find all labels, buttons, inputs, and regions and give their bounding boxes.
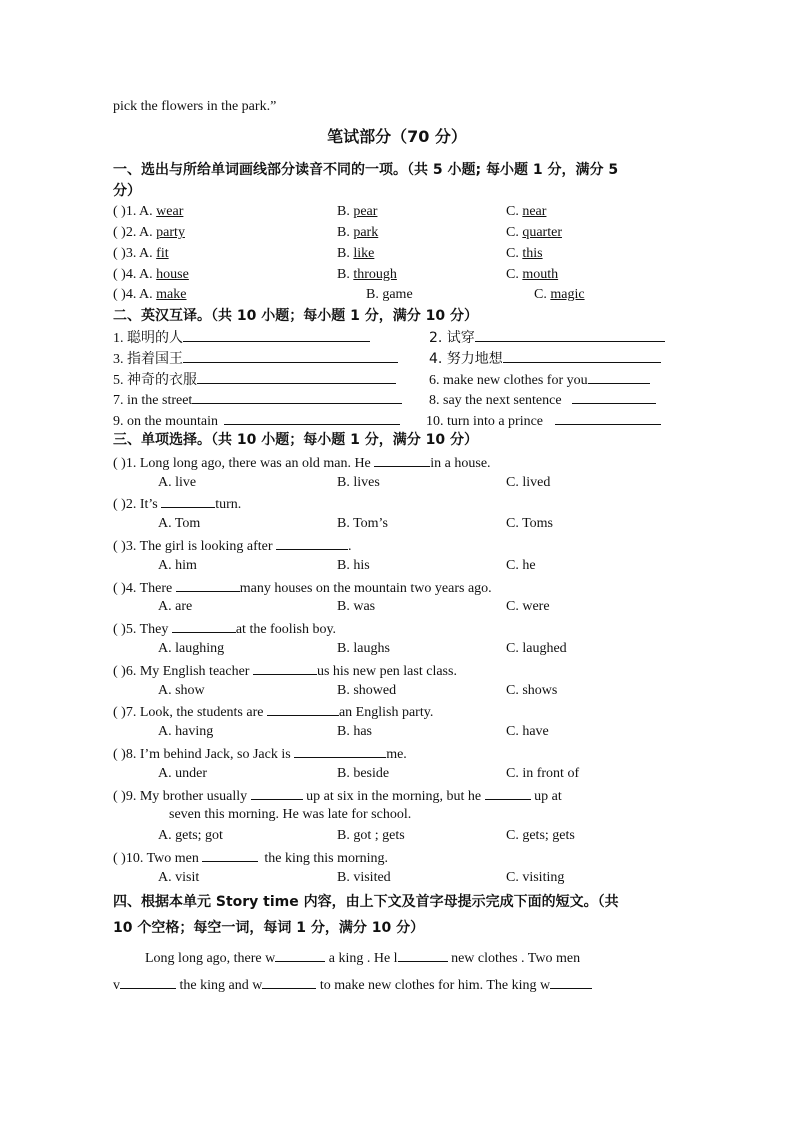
option-c[interactable]: C. Toms bbox=[506, 516, 553, 531]
question-number: ( )2. A. bbox=[113, 225, 157, 240]
s1-row-1-c bbox=[506, 203, 546, 221]
question-text: in a house. bbox=[430, 456, 491, 471]
question-text: many houses on the mountain two years ago. bbox=[239, 581, 492, 596]
mc-question-2 bbox=[113, 494, 241, 514]
item-text: 3. 指着国王 bbox=[113, 352, 183, 367]
option-label: B. bbox=[337, 204, 354, 219]
section2-heading: 二、英汉互译。（共 10 小题；每小题 1 分，满分 10 分） bbox=[113, 308, 478, 324]
option-c[interactable]: C. laughed bbox=[506, 641, 567, 656]
option-a[interactable]: A. live bbox=[158, 475, 197, 490]
answer-blank[interactable] bbox=[192, 390, 402, 404]
answer-blank[interactable] bbox=[161, 494, 215, 508]
option-b[interactable]: B. beside bbox=[337, 766, 390, 781]
option-b[interactable]: B. laughs bbox=[337, 641, 390, 656]
s1-row-4-c bbox=[506, 266, 558, 284]
translation-item-9 bbox=[113, 411, 400, 431]
s1-row-3 bbox=[113, 245, 169, 263]
translation-item-8 bbox=[429, 390, 656, 410]
answer-blank[interactable] bbox=[588, 370, 650, 384]
answer-blank[interactable] bbox=[183, 328, 370, 342]
question-text: at the foolish boy. bbox=[235, 622, 337, 637]
question-number: ( )3. A. bbox=[113, 246, 157, 261]
mc-question-3 bbox=[113, 536, 352, 556]
answer-blank[interactable] bbox=[262, 975, 316, 989]
s1-row-3-b bbox=[337, 245, 374, 263]
option-a: wear bbox=[156, 204, 184, 219]
mc-question-9-cont: seven this morning. He was late for school. bbox=[169, 807, 412, 822]
option-c[interactable]: C. he bbox=[506, 558, 536, 573]
option-a[interactable]: A. laughing bbox=[158, 641, 225, 656]
page-title: 笔试部分（70 分） bbox=[327, 127, 467, 146]
option-c[interactable]: C. gets; gets bbox=[506, 828, 575, 843]
s1-row-3-c bbox=[506, 245, 543, 263]
answer-blank[interactable] bbox=[550, 975, 592, 989]
question-number: ( )4. A. bbox=[113, 287, 157, 302]
option-b[interactable]: B. lives bbox=[337, 475, 380, 490]
translation-item-10 bbox=[426, 411, 661, 431]
answer-blank[interactable] bbox=[183, 349, 398, 363]
option-c: mouth bbox=[522, 267, 559, 282]
answer-blank[interactable] bbox=[475, 328, 665, 342]
question-text: ( )9. My brother usually bbox=[113, 789, 251, 804]
option-a: party bbox=[156, 225, 185, 240]
option-label: C. bbox=[506, 267, 523, 282]
section4-heading-cont: 10 个空格；每空一词，每词 1 分，满分 10 分） bbox=[113, 920, 425, 936]
answer-blank[interactable] bbox=[251, 786, 303, 800]
item-text: 4. 努力地想 bbox=[429, 351, 503, 367]
option-c[interactable]: C. shows bbox=[506, 683, 558, 698]
option-a[interactable]: A. under bbox=[158, 766, 207, 781]
answer-blank[interactable] bbox=[294, 744, 386, 758]
mc-question-4 bbox=[113, 578, 492, 598]
option-c: magic bbox=[550, 287, 585, 302]
question-number: ( )1. A. bbox=[113, 204, 157, 219]
s1-row-5-c bbox=[534, 286, 585, 304]
option-b: through bbox=[353, 267, 397, 282]
answer-blank[interactable] bbox=[197, 370, 396, 384]
option-b[interactable]: B. visited bbox=[337, 870, 391, 885]
option-b[interactable]: B. showed bbox=[337, 683, 397, 698]
option-c: quarter bbox=[522, 225, 562, 240]
s1-row-4 bbox=[113, 266, 189, 284]
question-text: ( )6. My English teacher bbox=[113, 664, 253, 679]
option-label: B. bbox=[337, 246, 354, 261]
option-b: park bbox=[353, 225, 379, 240]
answer-blank[interactable] bbox=[176, 578, 240, 592]
item-text: 7. in the street bbox=[113, 393, 193, 408]
answer-blank[interactable] bbox=[398, 948, 448, 962]
answer-blank[interactable] bbox=[485, 786, 531, 800]
option-c[interactable]: C. were bbox=[506, 599, 550, 614]
question-text: ( )3. The girl is looking after bbox=[113, 539, 277, 554]
question-text: ( )10. Two men bbox=[113, 851, 203, 866]
question-text: ( )5. They bbox=[113, 622, 172, 637]
mc-question-8 bbox=[113, 744, 407, 764]
answer-blank[interactable] bbox=[572, 390, 656, 404]
s1-row-5-b bbox=[366, 286, 413, 304]
answer-blank[interactable] bbox=[503, 349, 661, 363]
option-label: C. bbox=[506, 246, 523, 261]
s1-row-4-b bbox=[337, 266, 397, 284]
option-c[interactable]: C. have bbox=[506, 724, 549, 739]
s1-row-2 bbox=[113, 224, 185, 242]
option-label: B. bbox=[337, 267, 354, 282]
option-a[interactable]: A. are bbox=[158, 599, 193, 614]
item-text: 1. 聪明的人 bbox=[113, 331, 183, 346]
answer-blank[interactable] bbox=[202, 848, 258, 862]
option-label: B. bbox=[337, 225, 354, 240]
item-text: 5. 神奇的衣服 bbox=[113, 373, 197, 388]
passage-text: to make new clothes for him. The king w bbox=[316, 978, 551, 993]
answer-blank[interactable] bbox=[120, 975, 176, 989]
option-a: make bbox=[156, 287, 187, 302]
option-a[interactable]: A. visit bbox=[158, 870, 200, 885]
question-text: up at bbox=[530, 789, 562, 804]
question-text: . bbox=[348, 539, 352, 554]
mc-question-1 bbox=[113, 453, 491, 473]
option-c: this bbox=[522, 246, 543, 261]
question-text: us his new pen last class. bbox=[316, 664, 457, 679]
mc-question-9 bbox=[113, 786, 562, 806]
s1-row-1 bbox=[113, 203, 183, 221]
option-a[interactable]: A. him bbox=[158, 558, 197, 573]
answer-blank[interactable] bbox=[267, 702, 339, 716]
passage-text: Long long ago, there w bbox=[145, 951, 276, 966]
option-b[interactable]: B. has bbox=[337, 724, 372, 739]
question-text: an English party. bbox=[338, 705, 434, 720]
section3-heading: 三、单项选择。（共 10 小题；每小题 1 分，满分 10 分） bbox=[113, 432, 478, 448]
answer-blank[interactable] bbox=[172, 619, 236, 633]
passage-text: the king and w bbox=[176, 978, 263, 993]
option-a[interactable]: A. Tom bbox=[158, 516, 201, 531]
item-text: 9. on the mountain bbox=[113, 414, 218, 429]
item-text: 10. turn into a prince bbox=[426, 414, 544, 429]
mc-question-6 bbox=[113, 661, 457, 681]
passage-line-2 bbox=[113, 975, 592, 995]
passage-text: v bbox=[113, 978, 120, 993]
answer-blank[interactable] bbox=[374, 453, 430, 467]
question-text: ( )8. I’m behind Jack, so Jack is bbox=[113, 747, 295, 762]
passage-line-1 bbox=[145, 948, 580, 968]
option-b: game bbox=[382, 287, 413, 302]
option-a[interactable]: A. gets; got bbox=[158, 828, 223, 843]
question-number: ( )4. A. bbox=[113, 267, 157, 282]
question-text: up at six in the morning, but he bbox=[302, 789, 485, 804]
option-label: C. bbox=[506, 225, 523, 240]
section1-heading-cont: 分） bbox=[113, 183, 141, 199]
option-a: house bbox=[156, 267, 189, 282]
question-text: ( )7. Look, the students are bbox=[113, 705, 267, 720]
question-text: ( )4. There bbox=[113, 581, 176, 596]
option-c[interactable]: C. lived bbox=[506, 475, 551, 490]
section4-heading: 四、根据本单元 Story time 内容，由上下文及首字母提示完成下面的短文。（共 bbox=[113, 894, 619, 910]
option-a[interactable]: A. show bbox=[158, 683, 205, 698]
item-text: 2. 试穿 bbox=[429, 330, 475, 346]
option-c[interactable]: C. visiting bbox=[506, 870, 565, 885]
option-a[interactable]: A. having bbox=[158, 724, 214, 739]
mc-question-7 bbox=[113, 702, 433, 722]
option-b[interactable]: B. was bbox=[337, 599, 376, 614]
option-b: pear bbox=[353, 204, 378, 219]
s1-row-2-b bbox=[337, 224, 378, 242]
translation-item-3 bbox=[113, 349, 398, 369]
translation-item-5 bbox=[113, 370, 396, 390]
translation-item-6 bbox=[429, 370, 650, 390]
question-text: ( )1. Long long ago, there was an old man. He bbox=[113, 456, 375, 471]
answer-blank[interactable] bbox=[555, 411, 661, 425]
option-label: C. bbox=[534, 287, 551, 302]
option-b: like bbox=[353, 246, 375, 261]
option-label: C. bbox=[506, 204, 523, 219]
answer-blank[interactable] bbox=[276, 536, 348, 550]
mc-question-5 bbox=[113, 619, 336, 639]
passage-text: a king . He l bbox=[325, 951, 398, 966]
option-c: near bbox=[522, 204, 547, 219]
translation-item-7 bbox=[113, 390, 402, 410]
item-text: 6. make new clothes for you bbox=[429, 373, 588, 388]
mc-question-10 bbox=[113, 848, 388, 868]
answer-blank[interactable] bbox=[224, 411, 400, 425]
option-label: B. bbox=[366, 287, 383, 302]
intro-line: pick the flowers in the park.” bbox=[113, 99, 277, 114]
s1-row-2-c bbox=[506, 224, 562, 242]
option-b[interactable]: B. got ; gets bbox=[337, 828, 405, 843]
item-text: 8. say the next sentence bbox=[429, 393, 562, 408]
s1-row-1-b bbox=[337, 203, 377, 221]
translation-item-2 bbox=[429, 328, 665, 348]
answer-blank[interactable] bbox=[253, 661, 317, 675]
translation-item-1 bbox=[113, 328, 370, 348]
question-text: ( )2. It’s bbox=[113, 497, 162, 512]
option-b[interactable]: B. his bbox=[337, 558, 370, 573]
option-c[interactable]: C. in front of bbox=[506, 766, 580, 781]
answer-blank[interactable] bbox=[275, 948, 325, 962]
option-b[interactable]: B. Tom’s bbox=[337, 516, 388, 531]
question-text: the king this morning. bbox=[264, 851, 389, 866]
option-a: fit bbox=[156, 246, 169, 261]
translation-item-4 bbox=[429, 349, 661, 369]
section1-heading: 一、选出与所给单词画线部分读音不同的一项。（共 5 小题; 每小题 1 分，满分 5 bbox=[113, 162, 619, 178]
question-text: me. bbox=[386, 747, 407, 762]
passage-text: new clothes . Two men bbox=[447, 951, 581, 966]
question-text: turn. bbox=[215, 497, 242, 512]
s1-row-5 bbox=[113, 286, 187, 304]
